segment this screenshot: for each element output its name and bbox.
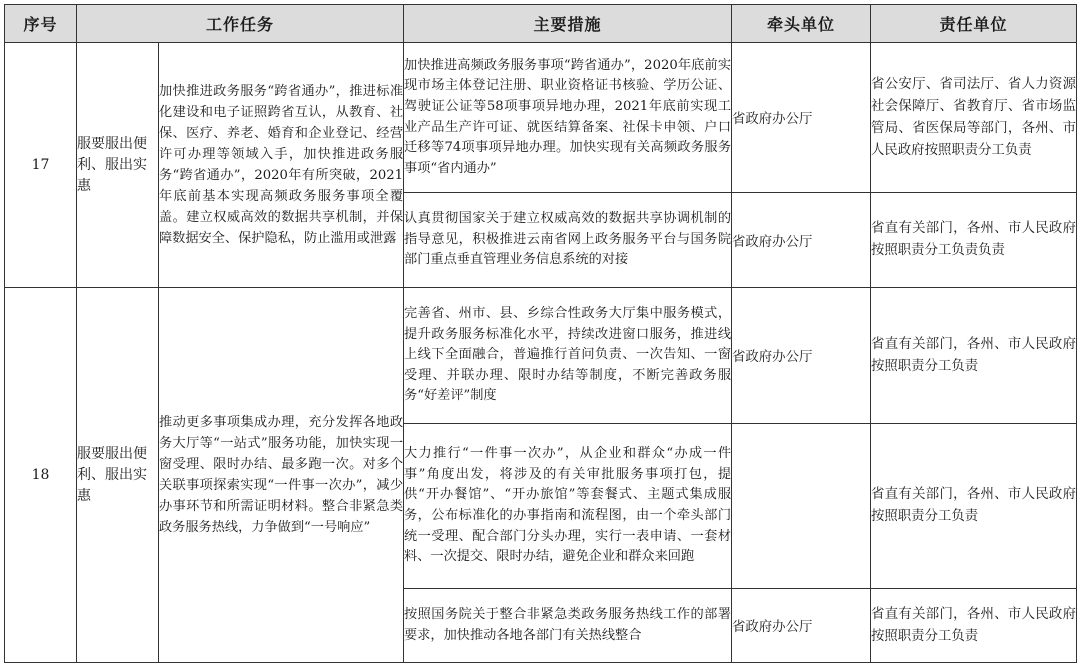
responsible-unit: 省直有关部门，各州、市人民政府按照职责分工负责 [871,589,1077,663]
header-main-measures: 主要措施 [404,5,732,43]
row-category: 服要服出便利、服出实惠 [77,43,159,288]
measure-text: 按照国务院关于整合非紧急类政务服务热线工作的部署要求，加快推动各地各部门有关热线整合 [404,589,732,663]
measure-text: 大力推行“一件事一次办”，从企业和群众“办成一件事”角度出发，将涉及的有关审批服务事项打包，提供“开办餐馆”、“开办旅馆”等套餐式、主题式集成服务，公布标准化的办事指南和流程图，由一个牵头部门统一受理、配合部门分头办理，实行一表申请、一套材料、一次提交、限时办结，避免企业和群众来回跑 [404,424,732,589]
row-category: 服要服出便利、服出实惠 [77,288,159,663]
table-row [5,288,1077,424]
lead-unit: 省政府办公厅 [732,193,871,288]
measure-text: 完善省、州市、县、乡综合性政务大厅集中服务模式，提升政务服务标准化水平，持续改进窗口服务，推进线上线下全面融合，普遍推行首问负责、一次告知、一窗受理、并联办理、限时办结等制度，不断完善政务服务“好差评”制度 [404,288,732,424]
lead-unit: 省政府办公厅 [732,589,871,663]
header-serial-number: 序号 [5,5,77,43]
lead-unit: 省政府办公厅 [732,288,871,424]
lead-unit [732,424,871,589]
header-lead-unit: 牵头单位 [732,5,871,43]
table-header-row [5,5,1077,43]
measure-text: 认真贯彻国家关于建立权威高效的数据共享协调机制的指导意见，积极推进云南省网上政务服务平台与国务院部门重点垂直管理业务信息系统的对接 [404,193,732,288]
lead-unit: 省政府办公厅 [732,43,871,193]
table-row [5,43,1077,193]
header-work-task: 工作任务 [77,5,404,43]
row-serial-number: 18 [5,288,77,663]
responsible-unit: 省公安厅、省司法厅、省人力资源社会保障厅、省教育厅、省市场监管局、省医保局等部门，各州、市人民政府按照职责分工负责 [871,43,1077,193]
policy-table [4,4,1077,663]
responsible-unit: 省直有关部门，各州、市人民政府按照职责分工负责负责 [871,193,1077,288]
row-work-task: 推动更多事项集成办理，充分发挥各地政务大厅等“一站式”服务功能，加快实现一窗受理、限时办结、最多跑一次。对多个关联事项探索实现“一件事一次办”，减少办事环节和所需证明材料。整合非紧急类政务服务热线，力争做到“一号响应” [159,288,404,663]
header-responsible-unit: 责任单位 [871,5,1077,43]
measure-text: 加快推进高频政务服务事项“跨省通办”，2020年底前实现市场主体登记注册、职业资格证书核验、学历公证、驾驶证公证等58项事项异地办理，2021年底前实现工业产品生产许可证、就医结算备案、社保卡申领、户口迁移等74项事项异地办理。加快实现有关高频政务服务事项“省内通办” [404,43,732,193]
responsible-unit: 省直有关部门，各州、市人民政府按照职责分工负责 [871,424,1077,589]
row-serial-number: 17 [5,43,77,288]
responsible-unit: 省直有关部门，各州、市人民政府按照职责分工负责 [871,288,1077,424]
row-work-task: 加快推进政务服务“跨省通办”，推进标准化建设和电子证照跨省互认，从教育、社保、医疗、养老、婚育和企业登记、经营许可办理等领域入手，加快推进政务服务“跨省通办”，2020年有所突破，2021年底前基本实现高频政务服务事项全覆盖。建立权威高效的数据共享机制，并保障数据安全、保护隐私，防止滥用或泄露 [159,43,404,288]
